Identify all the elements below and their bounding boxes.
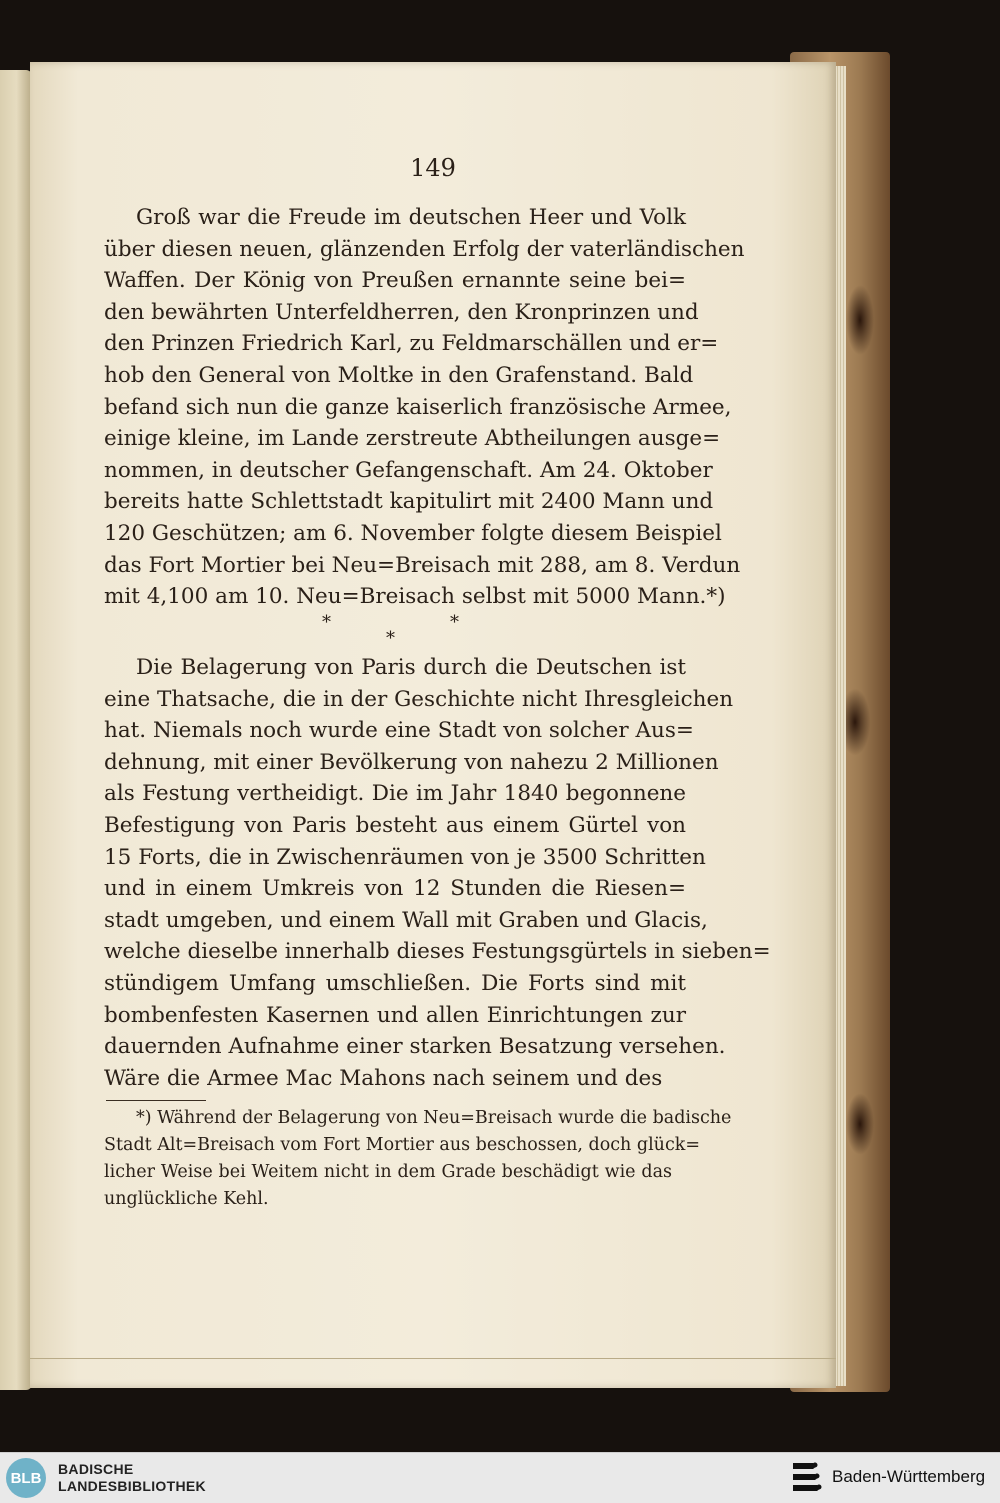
text-line: hob den General von Moltke in den Grafenstand. Bald (104, 362, 694, 388)
text-line: Wäre die Armee Mac Mahons nach seinem und des (104, 1065, 663, 1091)
footnote-line: unglückliche Kehl. (104, 1189, 269, 1209)
book-page (30, 62, 836, 1388)
footnote-rule (106, 1100, 206, 1101)
text-line: welche dieselbe innerhalb dieses Festungsgürtels in sieben= (104, 939, 771, 965)
text-line: befand sich nun die ganze kaiserlich französische Armee, (104, 394, 732, 420)
baden-wuerttemberg-lions-icon[interactable] (790, 1459, 824, 1497)
blb-name-line2: LANDESBIBLIOTHEK (58, 1478, 206, 1494)
text-line: Groß war die Freude im deutschen Heer und Volk (136, 205, 686, 230)
asterisk: * (322, 612, 331, 633)
text-line: über diesen neuen, glänzenden Erfolg der vaterländischen (104, 236, 745, 262)
text-line: dehnung, mit einer Bevölkerung von nahezu 2 Millionen (104, 749, 719, 775)
text-line: stündigem Umfang umschließen. Die Forts sind mit (104, 970, 686, 996)
asterisk: * (450, 612, 459, 633)
text-line: Die Belagerung von Paris durch die Deutschen ist (136, 655, 686, 680)
text-line: 120 Geschützen; am 6. November folgte diesem Beispiel (104, 520, 722, 546)
text-line: hat. Niemals noch wurde eine Stadt von solcher Aus= (104, 718, 694, 744)
footnote-line: *) Während der Belagerung von Neu=Breisach wurde die badische (136, 1108, 732, 1128)
section-separator (30, 612, 836, 652)
page-number: 149 (410, 154, 456, 182)
text-line: das Fort Mortier bei Neu=Breisach mit 288, am 8. Verdun (104, 552, 741, 578)
text-line: einige kleine, im Lande zerstreute Abtheilungen ausge= (104, 426, 721, 452)
blb-library-name[interactable] (58, 1461, 206, 1495)
text-line: als Festung vertheidigt. Die im Jahr 1840 begonnene (104, 781, 686, 807)
footnote (104, 1105, 732, 1213)
text-line: Waffen. Der König von Preußen ernannte seine bei= (104, 268, 686, 294)
text-line: stadt umgeben, und einem Wall mit Graben und Glacis, (104, 907, 708, 933)
text-line: mit 4,100 am 10. Neu=Breisach selbst mit 5000 Mann.*) (104, 584, 726, 610)
text-line: Befestigung von Paris besteht aus einem Gürtel von (104, 812, 686, 838)
blb-logo-icon[interactable]: BLB (6, 1458, 46, 1498)
text-line: eine Thatsache, die in der Geschichte nicht Ihresgleichen (104, 686, 734, 712)
text-line: bereits hatte Schlettstadt kapitulirt mit 2400 Mann und (104, 489, 714, 515)
text-line: und in einem Umkreis von 12 Stunden die Riesen= (104, 876, 686, 902)
paragraph-2 (104, 652, 771, 1094)
asterisk: * (386, 628, 395, 649)
viewer-footer (0, 1452, 1000, 1503)
text-line: dauernden Aufnahme einer starken Besatzung versehen. (104, 1034, 726, 1060)
text-line: bombenfesten Kasernen und allen Einrichtungen zur (104, 1002, 686, 1028)
text-line: den Prinzen Friedrich Karl, zu Feldmarschällen und er= (104, 331, 719, 357)
text-line: nommen, in deutscher Gefangenschaft. Am 24. Oktober (104, 457, 713, 483)
facing-page-edge (0, 70, 32, 1390)
footnote-line: Stadt Alt=Breisach vom Fort Mortier aus beschossen, doch glück= (104, 1135, 701, 1155)
footnote-line: licher Weise bei Weitem nicht in dem Grade beschädigt wie das (104, 1162, 672, 1182)
text-line: 15 Forts, die in Zwischenräumen von je 3500 Schritten (104, 844, 706, 870)
blb-name-line1: BADISCHE (58, 1461, 134, 1477)
text-line: den bewährten Unterfeldherren, den Kronprinzen und (104, 299, 699, 325)
page-bottom-edge (30, 1358, 836, 1359)
paragraph-1 (104, 202, 745, 613)
baden-wuerttemberg-label[interactable]: Baden-Württemberg (832, 1467, 986, 1486)
